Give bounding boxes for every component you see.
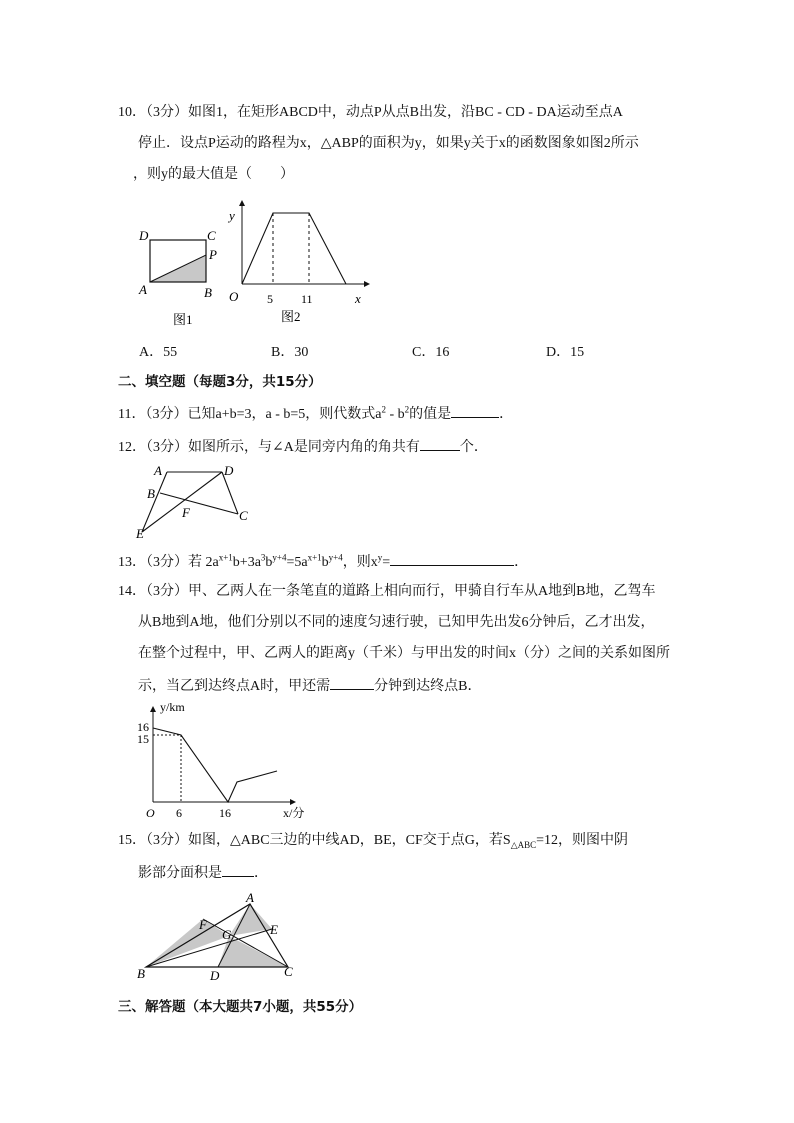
q15-figure bbox=[130, 888, 310, 983]
label-e: E bbox=[136, 526, 144, 541]
q11-exp1: 2 bbox=[381, 404, 386, 415]
option-b: B．30 bbox=[271, 345, 309, 360]
label-a: A bbox=[139, 282, 147, 297]
q11-answer-blank[interactable] bbox=[451, 403, 499, 418]
section2-heading: 二、填空题（每题3分，共15分） bbox=[118, 374, 322, 390]
section3-heading: 三、解答题（本大题共7小题，共55分） bbox=[118, 999, 363, 1015]
label-p: P bbox=[209, 247, 217, 262]
label-c: C bbox=[284, 964, 293, 979]
y-axis-arrow bbox=[150, 706, 156, 712]
q10-line3: ，则y的最大值是（ ） bbox=[133, 167, 294, 182]
q13-sup-e: y+4 bbox=[328, 552, 343, 563]
q10-figure2 bbox=[222, 198, 372, 328]
q13-g: = bbox=[382, 555, 391, 570]
q15-line1 bbox=[118, 831, 628, 851]
tick-5: 5 bbox=[267, 292, 273, 306]
q12-figure bbox=[130, 460, 260, 545]
label-f: F bbox=[182, 505, 190, 520]
x-axis-arrow bbox=[290, 799, 296, 805]
label-y: y bbox=[229, 208, 235, 223]
ylabel: y/km bbox=[160, 700, 185, 714]
tick-y16: 16 bbox=[137, 720, 149, 734]
label-b: B bbox=[137, 966, 145, 981]
q10-figure1 bbox=[130, 220, 230, 340]
q11 bbox=[118, 403, 513, 425]
option-c: C．16 bbox=[412, 345, 450, 360]
q14-line4b: 分钟到达终点B． bbox=[374, 679, 482, 694]
label-g: G bbox=[222, 927, 232, 942]
fig1-caption: 图1 bbox=[173, 312, 193, 327]
q13-sup-f: y bbox=[377, 552, 383, 563]
q11-prefix: 11．（3分）已知a+b=3，a - b=5，则代数式a bbox=[118, 407, 382, 422]
q15-answer-blank[interactable] bbox=[222, 862, 254, 877]
q11-end: ． bbox=[499, 407, 514, 422]
label-a: A bbox=[154, 463, 162, 478]
q13-sup-b: 3 bbox=[260, 552, 266, 563]
graph-line bbox=[153, 728, 277, 802]
q15-line2 bbox=[138, 862, 268, 884]
label-f: F bbox=[199, 917, 207, 932]
tick-x6: 6 bbox=[176, 806, 182, 820]
q13-d: =5a bbox=[286, 555, 308, 570]
q12-suffix: 个． bbox=[459, 440, 488, 455]
tick-11: 11 bbox=[301, 292, 313, 306]
option-d: D．15 bbox=[546, 345, 585, 360]
xlabel: x/分 bbox=[283, 806, 305, 820]
q13-answer-blank[interactable] bbox=[390, 551, 514, 566]
q10-line2: 停止．设点P运动的路程为x，△ABP的面积为y，如果y关于x的函数图象如图2所示 bbox=[138, 136, 639, 151]
fig2-caption: 图2 bbox=[281, 309, 301, 324]
q14-line3: 在整个过程中，甲、乙两人的距离y（千米）与甲出发的时间x（分）之间的关系如图所 bbox=[138, 646, 670, 661]
q14-line2: 从B地到A地，他们分别以不同的速度匀速行驶，已知甲先出发6分钟后，乙才出发， bbox=[138, 615, 655, 630]
q11-exp2: 2 bbox=[404, 404, 410, 415]
label-c: C bbox=[239, 508, 248, 523]
q13-c: b bbox=[265, 555, 273, 570]
y-axis-arrow bbox=[239, 200, 245, 206]
q12-answer-blank[interactable] bbox=[420, 436, 460, 451]
q13-sup-c: y+4 bbox=[272, 552, 287, 563]
tick-x16: 16 bbox=[219, 806, 231, 820]
q13-sup-d: x+1 bbox=[307, 552, 322, 563]
q13-e: b bbox=[321, 555, 329, 570]
q14-answer-blank[interactable] bbox=[330, 675, 374, 690]
graph-line bbox=[242, 213, 346, 284]
q12-prefix: 12．（3分）如图所示，与∠A是同旁内角的角共有 bbox=[118, 440, 420, 455]
shaded-triangle-abp bbox=[150, 255, 206, 282]
q11-suffix: 的值是 bbox=[409, 407, 452, 422]
label-x: x bbox=[355, 291, 361, 306]
x-axis-arrow bbox=[364, 281, 370, 287]
q13-f: ，则x bbox=[342, 555, 378, 570]
q15-line1a: 15．（3分）如图，△ABC三边的中线AD，BE，CF交于点G，若S bbox=[118, 833, 511, 848]
q11-mid: - b bbox=[385, 407, 405, 422]
q10-line1: 10．（3分）如图1，在矩形ABCD中，动点P从点B出发，沿BC - CD - DA运动至点A bbox=[118, 105, 623, 120]
q14-graph bbox=[130, 696, 310, 821]
q13-b: b+3a bbox=[232, 555, 261, 570]
q13-end: ． bbox=[514, 555, 529, 570]
label-e: E bbox=[270, 922, 278, 937]
q15-line2b: ． bbox=[254, 866, 268, 881]
q14-line4 bbox=[138, 675, 481, 697]
label-d: D bbox=[224, 463, 234, 478]
label-b: B bbox=[147, 486, 155, 501]
q13-a: 13．（3分）若 2a bbox=[118, 555, 219, 570]
label-d: D bbox=[139, 228, 149, 243]
label-o: O bbox=[146, 806, 155, 820]
q13 bbox=[118, 551, 528, 573]
label-o: O bbox=[229, 289, 239, 304]
q14-line4a: 示，当乙到达终点A时，甲还需 bbox=[138, 679, 331, 694]
q15-line2a: 影部分面积是 bbox=[138, 866, 222, 881]
label-a: A bbox=[246, 890, 254, 905]
option-a: A．55 bbox=[139, 345, 178, 360]
label-c: C bbox=[207, 228, 216, 243]
q14-line1: 14．（3分）甲、乙两人在一条笔直的道路上相向而行，甲骑自行车从A地到B地，乙驾车 bbox=[118, 584, 656, 599]
line-bc bbox=[160, 493, 238, 514]
label-d: D bbox=[210, 968, 220, 983]
label-b: B bbox=[204, 285, 212, 300]
line-dc bbox=[222, 472, 238, 514]
tick-y15: 15 bbox=[137, 732, 149, 746]
q15-line1sub: △ABC bbox=[510, 839, 537, 850]
q12 bbox=[118, 436, 488, 458]
q15-line1b: =12，则图中阴 bbox=[536, 833, 629, 848]
q13-sup-a: x+1 bbox=[218, 552, 233, 563]
